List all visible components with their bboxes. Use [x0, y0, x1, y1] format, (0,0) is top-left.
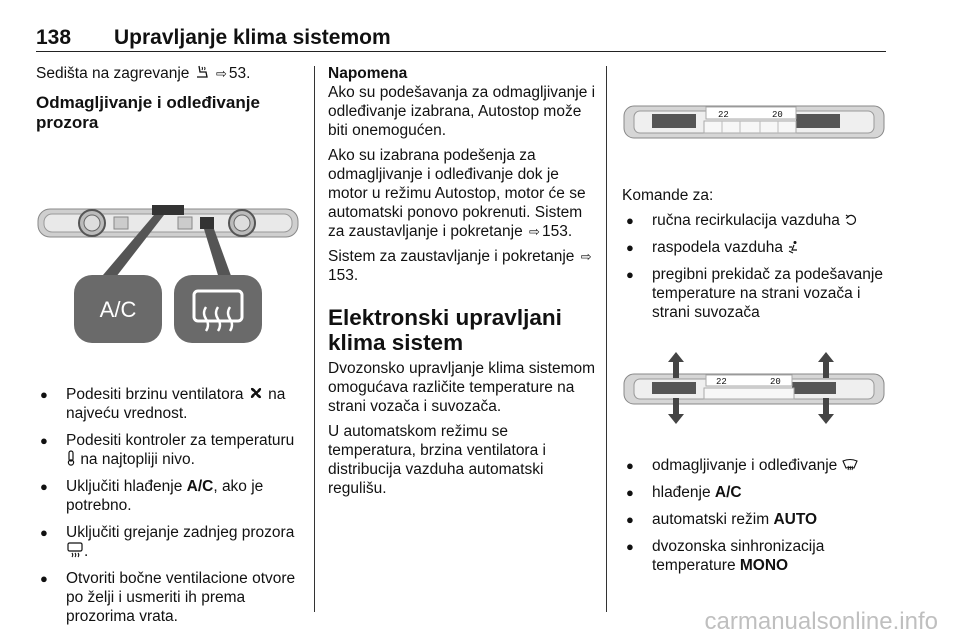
watermark: carmanualsonline.info	[704, 608, 938, 635]
column-divider	[314, 66, 315, 612]
fan-icon	[248, 385, 264, 401]
ref-arrow-icon: ⇨	[580, 249, 592, 264]
column-divider	[606, 66, 607, 612]
body-paragraph: U automatskom režimu se temperatura, brzina ventilatora i distribucija vazduha automatski regulišu.	[328, 423, 546, 497]
ac-control-figure	[36, 195, 302, 345]
commands-title: Komande za:	[622, 187, 714, 204]
page-number: 138	[36, 26, 72, 49]
commands-list	[622, 211, 892, 322]
climate-panel-arrows-figure	[622, 352, 888, 424]
left-temp-readout: 22	[716, 377, 727, 387]
recirculation-icon	[844, 213, 858, 227]
section-heading-climate: Elektronski upravljani klima sistem	[328, 305, 562, 355]
note-paragraph: Ako su podešavanja za odmagljivanje i odleđivanje izabrana, Autostop može biti onemogućen.	[328, 84, 596, 139]
defrost-icon	[842, 458, 858, 472]
page-header	[36, 26, 886, 52]
list-item: ● odmagljivanje i odleđivanje	[622, 456, 892, 475]
functions-list	[622, 456, 892, 575]
page-ref[interactable]: 153.	[541, 223, 573, 240]
list-item: ● ručna recirkulacija vazduha	[622, 211, 892, 230]
list-item: ● hlađenje A/C	[622, 483, 892, 502]
climate-panel-figure	[622, 102, 888, 142]
ref-arrow-icon: ⇨	[216, 66, 227, 81]
list-item: ● automatski režim AUTO	[622, 510, 892, 529]
seat-heating-icon	[194, 64, 210, 80]
list-item: ● Otvoriti bočne ventilacione otvore po želji i usmeriti ih prema prozorima vrata.	[36, 569, 302, 626]
air-distribution-icon	[787, 240, 801, 254]
page-title: Upravljanje klima sistemom	[114, 26, 391, 49]
list-item: ● Podesiti brzinu ventilatora na najveću vrednost.	[36, 385, 302, 423]
page-ref[interactable]: 53.	[228, 65, 251, 82]
seat-heating-line: Sedišta na zagrevanje ⇨ 53.	[36, 65, 251, 82]
page-ref[interactable]: 153.	[328, 267, 359, 284]
temperature-icon	[66, 450, 76, 466]
right-temp-readout: 20	[770, 377, 781, 387]
column-left	[36, 64, 302, 626]
ref-arrow-icon: ⇨	[529, 224, 540, 239]
list-item: ● dvozonska sinhronizacija temperature MONO	[622, 537, 892, 575]
rear-window-heating-icon	[66, 542, 84, 558]
defog-steps-list	[36, 385, 302, 626]
note-paragraph: Ako su izabrana podešenja za odmagljivanje i odleđivanje dok je motor u režimu Autostop, motor će se automatski ponovo pokrenuti. Sistem za zaustavljanje i pokretanje ⇨ 153.	[328, 147, 586, 240]
list-item: ● pregibni prekidač za podešavanje temperature na strani vozača i strani suvozača	[622, 265, 892, 322]
column-middle	[328, 64, 598, 498]
section-heading-defog: Odmagljivanje i odleđivanje prozora	[36, 93, 260, 132]
list-item: ● Podesiti kontroler za temperaturu na najtopliji nivo.	[36, 431, 302, 469]
left-temp-readout: 22	[718, 110, 729, 120]
list-item: ● Uključiti grejanje zadnjeg prozora .	[36, 523, 302, 561]
note-title: Napomena	[328, 65, 408, 82]
list-item: ● Uključiti hlađenje A/C, ako je potrebno.	[36, 477, 302, 515]
column-right	[622, 64, 892, 575]
right-temp-readout: 20	[772, 110, 783, 120]
body-paragraph: Sistem za zaustavljanje i pokretanje ⇨153.	[328, 248, 592, 284]
list-item: ● raspodela vazduha	[622, 238, 892, 257]
body-paragraph: Dvozonsko upravljanje klima sistemom omogućava različite temperature na strani vozača i suvozača.	[328, 360, 596, 415]
ac-label: A/C	[99, 297, 137, 322]
